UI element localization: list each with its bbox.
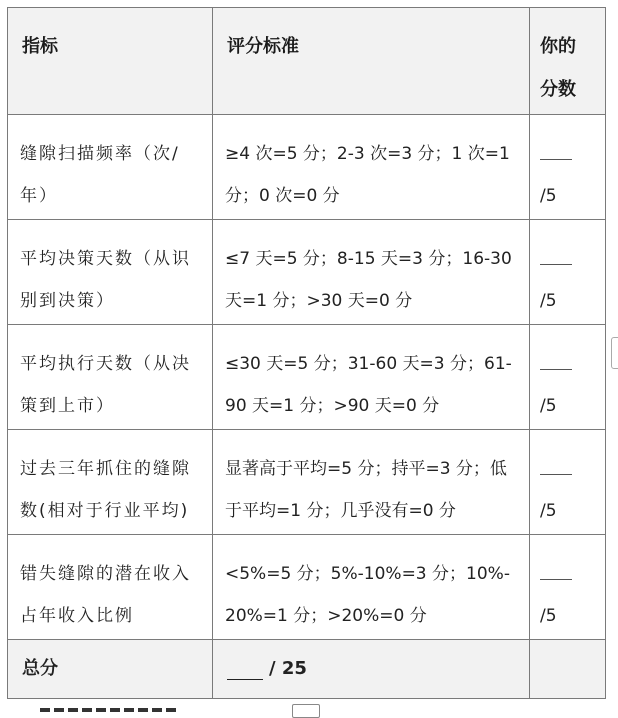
score-cell[interactable]	[530, 535, 606, 640]
header-score	[530, 8, 606, 115]
score-suffix: /5	[540, 606, 557, 626]
scoring-table	[7, 7, 606, 699]
score-blank[interactable]	[540, 343, 595, 385]
cropped-box	[292, 704, 320, 718]
header-score-line1: 你的	[540, 36, 576, 57]
table-row	[8, 535, 606, 640]
score-cell[interactable]	[530, 430, 606, 535]
total-row	[8, 640, 606, 699]
score-blank[interactable]	[540, 133, 595, 175]
score-suffix: /5	[540, 291, 557, 311]
score-cell[interactable]	[530, 115, 606, 220]
indicator-cell: 平均执行天数（从决策到上市）	[8, 325, 213, 430]
standard-cell: <5%=5 分；5%-10%=3 分；10%-20%=1 分；>20%=0 分	[213, 535, 530, 640]
standard-cell: ≥4 次=5 分；2-3 次=3 分；1 次=1 分；0 次=0 分	[213, 115, 530, 220]
table-row	[8, 115, 606, 220]
indicator-cell: 过去三年抓住的缝隙数(相对于行业平均)	[8, 430, 213, 535]
total-label: 总分	[8, 640, 213, 699]
indicator-cell: 平均决策天数（从识别到决策）	[8, 220, 213, 325]
table-row	[8, 325, 606, 430]
table-row	[8, 220, 606, 325]
total-value-cell[interactable]	[213, 640, 530, 699]
total-blank[interactable]	[227, 678, 263, 680]
score-cell[interactable]	[530, 220, 606, 325]
score-blank[interactable]	[540, 553, 595, 595]
table-header-row	[8, 8, 606, 115]
header-indicator: 指标	[8, 8, 213, 115]
score-cell[interactable]	[530, 325, 606, 430]
side-handle[interactable]	[611, 337, 618, 369]
standard-cell: ≤7 天=5 分；8-15 天=3 分；16-30 天=1 分；>30 天=0 分	[213, 220, 530, 325]
cropped-heading-fragment	[40, 703, 180, 715]
total-empty-cell	[530, 640, 606, 699]
score-suffix: /5	[540, 396, 557, 416]
table-row	[8, 430, 606, 535]
score-suffix: /5	[540, 186, 557, 206]
indicator-cell: 错失缝隙的潜在收入占年收入比例	[8, 535, 213, 640]
indicator-cell: 缝隙扫描频率（次/年）	[8, 115, 213, 220]
total-value: / 25	[269, 658, 307, 679]
score-blank[interactable]	[540, 238, 595, 280]
standard-cell: 显著高于平均=5 分；持平=3 分；低于平均=1 分；几乎没有=0 分	[213, 430, 530, 535]
standard-cell: ≤30 天=5 分；31-60 天=3 分；61-90 天=1 分；>90 天=0 分	[213, 325, 530, 430]
score-suffix: /5	[540, 501, 557, 521]
header-score-line2: 分数	[540, 79, 576, 100]
score-blank[interactable]	[540, 448, 595, 490]
header-standard: 评分标准	[213, 8, 530, 115]
